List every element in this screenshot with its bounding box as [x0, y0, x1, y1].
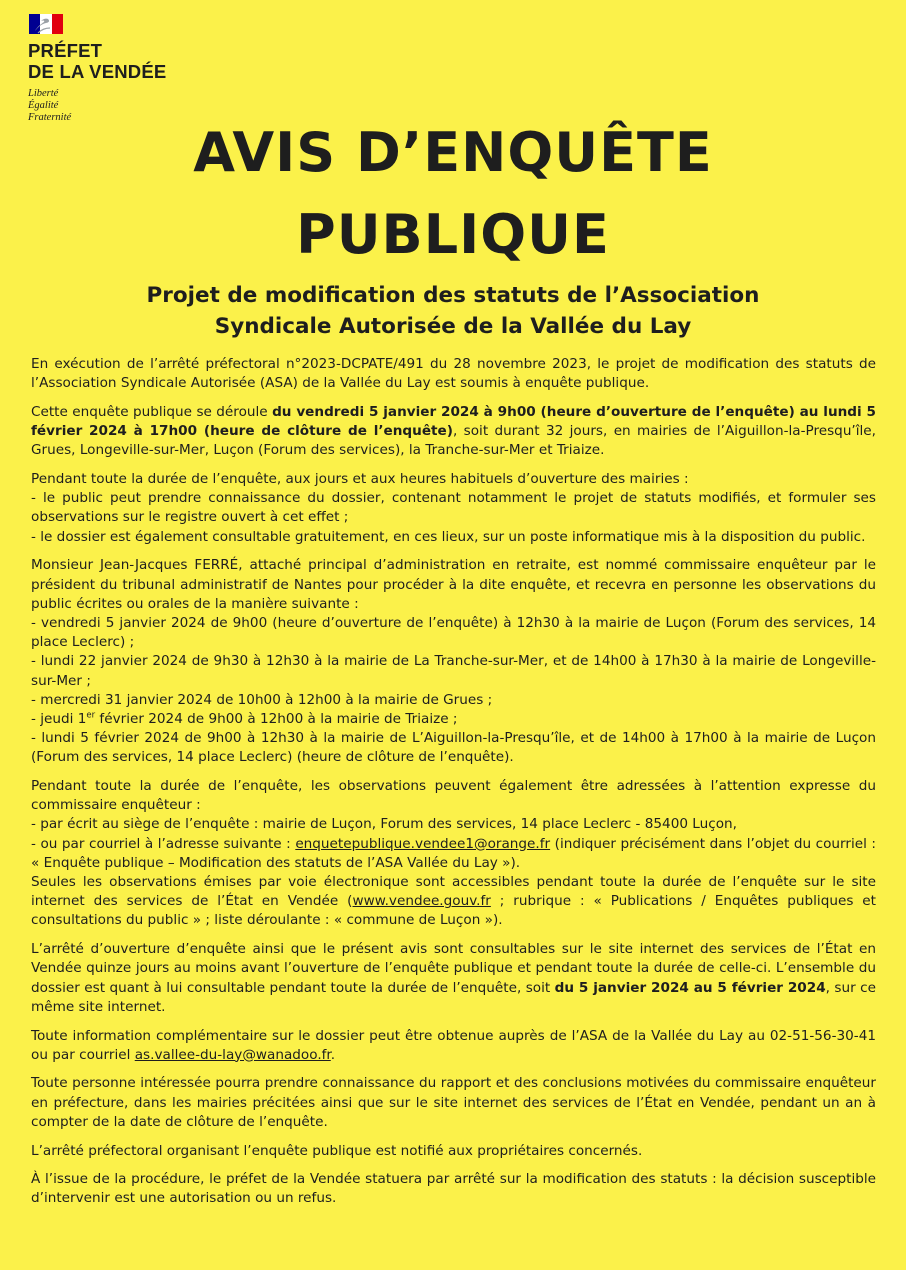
permanence-item-4-sup: er — [86, 710, 96, 721]
paragraph-arrete: En exécution de l’arrêté préfectoral n°2023-DCPATE/491 du 28 novembre 2023, le projet de modification des statuts de l’Association Syndicale Autorisée (ASA) de la Vallée du Lay est soumis à enquête publique. — [31, 356, 876, 392]
paragraph-observations — [31, 777, 876, 931]
prefet-title — [28, 40, 218, 82]
observations-item-2-a: - ou par courriel à l’adresse suivante : — [31, 835, 296, 852]
permanence-item-2: - lundi 22 janvier 2024 de 9h30 à 12h30 à la mairie de La Tranche-sur-Mer, et de 14h00 à 17h30 à la mairie de Longeville-sur-Mer ; — [31, 653, 876, 689]
consultation-intro: Pendant toute la durée de l’enquête, aux jours et aux heures habituels d’ouverture des mairies : — [31, 471, 689, 488]
paragraph-rapport: Toute personne intéressée pourra prendre connaissance du rapport et des conclusions motivées du commissaire enquêteur en préfecture, dans les mairies précitées ainsi que sur le site internet des services de l’État en Vendée, pendant un an à compter de la date de clôture de l’enquête. — [31, 1075, 876, 1130]
permanence-item-4 — [31, 711, 458, 727]
contact-text: Toute information complémentaire sur le dossier peut être obtenue auprès de l’ASA de la Vallée du Lay au 02-51-56-30-41 ou par courriel — [31, 1027, 876, 1063]
prefet-line-1: PRÉFET — [28, 40, 103, 61]
motto-fraternite: Fraternité — [28, 112, 72, 123]
title-line-2: PUBLIQUE — [296, 203, 610, 266]
title-line-1: AVIS D’ENQUÊTE — [193, 121, 713, 184]
marianne-logo-icon — [29, 14, 63, 34]
notice-body — [31, 355, 876, 1209]
motto-egalite: Égalité — [28, 100, 59, 111]
contact-rest: . — [330, 1046, 336, 1063]
dates-rest: , soit durant 32 jours, en mairies de l’Aiguillon-la-Presqu’île, Grues, Longeville-sur-Mer, Luçon (Forum des services), la Tranche-sur-Mer et Triaize. — [31, 423, 876, 459]
permanence-item-4-b: février 2024 de 9h00 à 12h00 à la mairie de Triaize ; — [95, 710, 458, 727]
publication-rest: , sur ce même site internet. — [31, 979, 876, 1015]
enquete-email-link[interactable]: enquetepublique.vendee1@orange.fr — [295, 835, 551, 852]
commissaire-intro: Monsieur Jean-Jacques FERRÉ, attaché principal d’administration en retraite, est nommé commissaire enquêteur par le président du tribunal administratif de Nantes pour procéder à la dite enquête, et recevra en personne les observations du public écrites ou orales de la manière suivante : — [31, 557, 876, 612]
paragraph-commissaire — [31, 556, 876, 767]
dates-intro: Cette enquête publique se déroule — [31, 403, 273, 420]
paragraph-contact — [31, 1027, 876, 1065]
paragraph-consultation — [31, 470, 876, 547]
permanence-item-3: - mercredi 31 janvier 2024 de 10h00 à 12h00 à la mairie de Grues ; — [31, 691, 493, 708]
subtitle-line-2: Syndicale Autorisée de la Vallée du Lay — [214, 314, 692, 339]
consultation-item-1: - le public peut prendre connaissance du dossier, contenant notamment le projet de statuts modifiés, et formuler ses observations sur le registre ouvert à cet effet ; — [31, 490, 876, 526]
subtitle-line-1: Projet de modification des statuts de l’Association — [146, 283, 760, 308]
prefet-line-2: DE LA VENDÉE — [28, 61, 167, 82]
paragraph-notification: L’arrêté préfectoral organisant l’enquête publique est notifié aux propriétaires concernés. — [31, 1142, 643, 1159]
page-title — [0, 112, 906, 276]
paragraph-dates — [31, 403, 876, 461]
publication-period: du 5 janvier 2024 au 5 février 2024 — [554, 979, 826, 996]
vendee-website-link[interactable]: www.vendee.gouv.fr — [352, 893, 491, 910]
paragraph-decision: À l’issue de la procédure, le préfet de la Vendée statuera par arrêté sur la modification des statuts : la décision susceptible d’intervenir est une autorisation ou un refus. — [31, 1171, 876, 1207]
permanence-item-1: - vendredi 5 janvier 2024 de 9h00 (heure d’ouverture de l’enquête) à 12h30 à la mairie de Luçon (Forum des services, 14 place Leclerc) ; — [31, 614, 876, 651]
observations-item-1: - par écrit au siège de l’enquête : mairie de Luçon, Forum des services, 14 place Leclerc - 85400 Luçon, — [31, 816, 737, 833]
publication-text: L’arrêté d’ouverture d’enquête ainsi que le présent avis sont consultables sur le site internet des services de l’État en Vendée quinze jours au moins avant l’ouverture de l’enquête publique et pendant toute la durée de celle-ci. L’ensemble du dossier est quant à lui consultable pendant toute la durée de l’enquête, soit — [31, 941, 876, 996]
permanence-item-4-a: - jeudi 1 — [31, 710, 87, 727]
permanence-item-5: - lundi 5 février 2024 de 9h00 à 12h30 à la mairie de L’Aiguillon-la-Presqu’île, et de 14h00 à 17h00 à la mairie de Luçon (Forum des services, 14 place Leclerc) (heure de clôture de l’enquête). — [31, 730, 876, 766]
prefecture-header — [28, 14, 218, 124]
observations-item-2-b: (indiquer précisément dans l’objet du courriel : « Enquête publique – Modification des statuts de l’ASA Vallée du Lay »). — [31, 835, 876, 871]
observations-web-a: Seules les observations émises par voie électronique sont accessibles pendant toute la durée de l’enquête sur le site internet des services de l’État en Vendée ( — [31, 874, 876, 910]
observations-web-b: ; rubrique : « Publications / Enquêtes publiques et consultations du public » ; liste déroulante : « commune de Luçon »). — [31, 893, 876, 929]
observations-intro: Pendant toute la durée de l’enquête, les observations peuvent également être adressées à l’attention expresse du commissaire enquêteur : — [31, 778, 876, 814]
dates-period: du vendredi 5 janvier 2024 à 9h00 (heure d’ouverture de l’enquête) au lundi 5 février 2024 à 17h00 (heure de clôture de l’enquête) — [31, 403, 876, 440]
consultation-item-2: - le dossier est également consultable gratuitement, en ces lieux, sur un poste informatique mis à la disposition du public. — [31, 528, 866, 545]
asa-email-link[interactable]: as.vallee-du-lay@wanadoo.fr — [134, 1046, 331, 1063]
page-subtitle — [0, 280, 906, 342]
motto-liberte: Liberté — [28, 88, 59, 99]
paragraph-publication — [31, 940, 876, 1017]
